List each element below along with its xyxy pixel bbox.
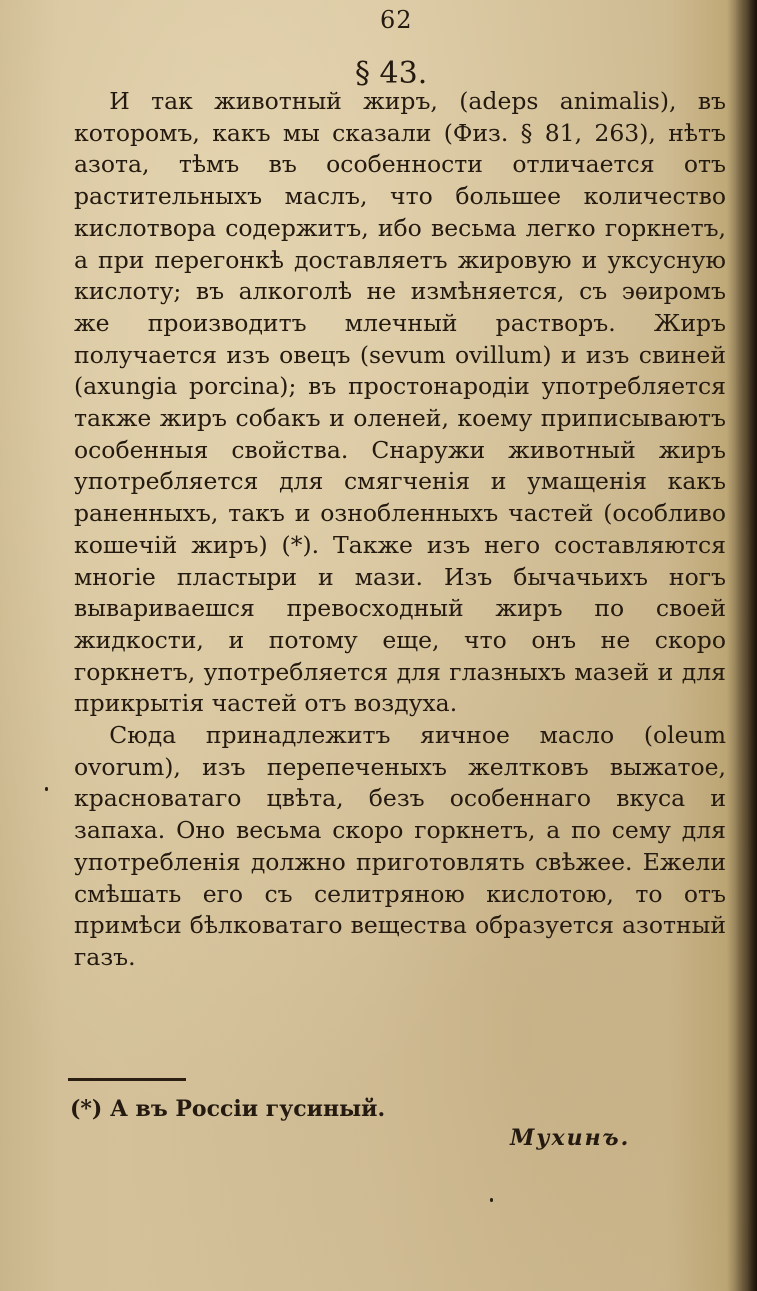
signature: Мухинъ. bbox=[510, 1125, 631, 1151]
footnote: (*) А въ Россіи гусиный. bbox=[70, 1096, 386, 1122]
paragraph-1: И так животный жиръ, (adeps animalis), въ которомъ, какъ мы сказали (Физ. § 81, 263), нѣтъ азота, тѣмъ въ особенности отличается отъ растительныхъ маслъ, что большее количество кислотвора содержитъ, ибо весьма легко горкнетъ, а при перегонкѣ доставляетъ жировую и уксусную кислоту; въ алкоголѣ не измѣняется, съ эѳиромъ же производитъ млечный растворъ. Жиръ получается изъ овецъ (sevum ovillum) и изъ свиней (axungia porcina); въ простонародіи употребляется также жиръ собакъ и оленей, коему приписываютъ особенныя свойства. Снаружи животный жиръ употребляется для смягченія и умащенія какъ раненныхъ, такъ и ознобленныхъ частей (особливо кошечій жиръ) (*). Также изъ него составляются многіе пластыри и мази. Изъ бычачьихъ ногъ вывариваешся превосходный жиръ по своей жидкости, и потому еще, что онъ не скоро горкнетъ, употребляется для глазныхъ мазей и для прикрытія частей отъ воздуха. bbox=[74, 87, 726, 718]
page-edge-shadow bbox=[735, 0, 757, 1291]
body-text bbox=[74, 86, 726, 974]
paragraph-2: Сюда принадлежитъ яичное масло (oleum ovorum), изъ перепеченыхъ желтковъ выжатое, красноватаго цвѣта, безъ особеннаго вкуса и запаха. Оно весьма скоро горкнетъ, а по сему для употребленія должно приготовлять свѣжее. Ежели смѣшать его съ селитряною кислотою, то отъ примѣси бѣлковатаго вещества образуется азотный газъ. bbox=[74, 721, 726, 971]
page-number: 62 bbox=[380, 6, 413, 34]
footnote-divider bbox=[68, 1078, 186, 1081]
ink-speck bbox=[490, 1198, 493, 1202]
section-heading: § 43. bbox=[355, 56, 428, 91]
ink-speck bbox=[45, 787, 48, 791]
